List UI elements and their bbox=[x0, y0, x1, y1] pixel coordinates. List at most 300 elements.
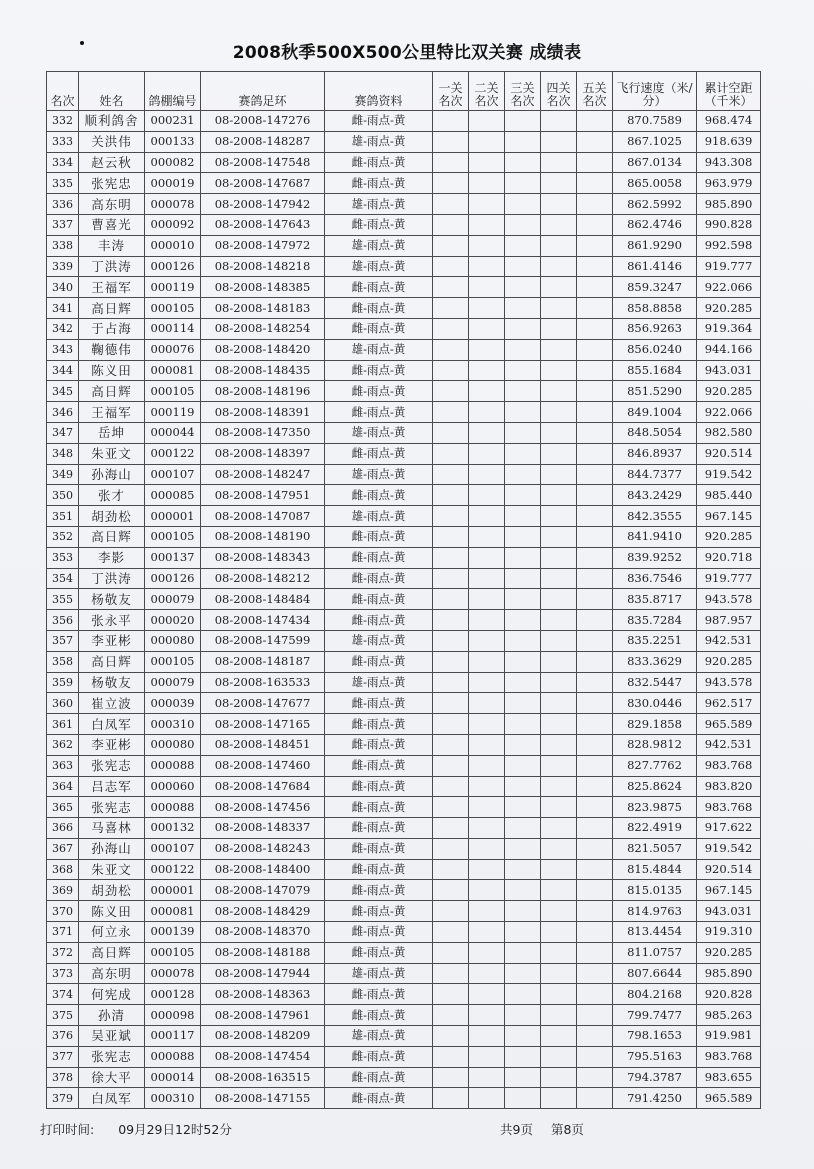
speed-cell: 830.0446 bbox=[613, 693, 697, 714]
speed-cell: 835.7284 bbox=[613, 610, 697, 631]
stage2-cell bbox=[469, 1046, 505, 1067]
stage5-cell bbox=[577, 963, 613, 984]
stage2-cell bbox=[469, 568, 505, 589]
rank-cell: 370 bbox=[47, 901, 79, 922]
distance-cell: 920.285 bbox=[697, 298, 761, 319]
stage5-cell bbox=[577, 630, 613, 651]
page-title: 2008秋季500X500公里特比双关赛 成绩表 bbox=[232, 43, 582, 63]
stage3-cell bbox=[505, 651, 541, 672]
distance-cell: 987.957 bbox=[697, 610, 761, 631]
rank-cell: 333 bbox=[47, 131, 79, 152]
stage1-cell bbox=[433, 152, 469, 173]
ring-cell: 08-2008-147951 bbox=[201, 485, 325, 506]
info-cell: 雌-雨点-黄 bbox=[325, 111, 433, 132]
info-cell: 雄-雨点-黄 bbox=[325, 131, 433, 152]
stage5-cell bbox=[577, 880, 613, 901]
header-stage5: 五关名次 bbox=[577, 72, 613, 111]
stage4-cell bbox=[541, 838, 577, 859]
table-row bbox=[47, 131, 761, 152]
rank-cell: 348 bbox=[47, 443, 79, 464]
stage5-cell bbox=[577, 651, 613, 672]
info-cell: 雄-雨点-黄 bbox=[325, 464, 433, 485]
info-cell: 雌-雨点-黄 bbox=[325, 922, 433, 943]
loft-cell: 000107 bbox=[145, 838, 201, 859]
ring-cell: 08-2008-147942 bbox=[201, 194, 325, 215]
stage3-cell bbox=[505, 443, 541, 464]
loft-cell: 000105 bbox=[145, 942, 201, 963]
stage1-cell bbox=[433, 422, 469, 443]
ring-cell: 08-2008-148218 bbox=[201, 256, 325, 277]
rank-cell: 372 bbox=[47, 942, 79, 963]
info-cell: 雄-雨点-黄 bbox=[325, 963, 433, 984]
stage3-cell bbox=[505, 131, 541, 152]
ring-cell: 08-2008-147643 bbox=[201, 214, 325, 235]
stage2-cell bbox=[469, 630, 505, 651]
header-name: 姓名 bbox=[79, 72, 145, 111]
stage4-cell bbox=[541, 901, 577, 922]
name-cell: 李影 bbox=[79, 547, 145, 568]
info-cell: 雌-雨点-黄 bbox=[325, 589, 433, 610]
distance-cell: 983.768 bbox=[697, 797, 761, 818]
distance-cell: 920.285 bbox=[697, 651, 761, 672]
table-row bbox=[47, 1067, 761, 1088]
distance-cell: 983.655 bbox=[697, 1067, 761, 1088]
stage2-cell bbox=[469, 214, 505, 235]
stage4-cell bbox=[541, 776, 577, 797]
loft-cell: 000132 bbox=[145, 818, 201, 839]
info-cell: 雌-雨点-黄 bbox=[325, 1005, 433, 1026]
speed-cell: 843.2429 bbox=[613, 485, 697, 506]
stage4-cell bbox=[541, 298, 577, 319]
loft-cell: 000310 bbox=[145, 714, 201, 735]
rank-cell: 377 bbox=[47, 1046, 79, 1067]
distance-cell: 918.639 bbox=[697, 131, 761, 152]
stage4-cell bbox=[541, 152, 577, 173]
distance-cell: 919.777 bbox=[697, 256, 761, 277]
table-row bbox=[47, 714, 761, 735]
name-cell: 曹喜光 bbox=[79, 214, 145, 235]
stage5-cell bbox=[577, 714, 613, 735]
distance-cell: 919.981 bbox=[697, 1026, 761, 1047]
distance-cell: 919.777 bbox=[697, 568, 761, 589]
stage3-cell bbox=[505, 859, 541, 880]
loft-cell: 000020 bbox=[145, 610, 201, 631]
loft-cell: 000231 bbox=[145, 111, 201, 132]
stage3-cell bbox=[505, 235, 541, 256]
table-row bbox=[47, 485, 761, 506]
speed-cell: 804.2168 bbox=[613, 984, 697, 1005]
stage2-cell bbox=[469, 610, 505, 631]
rank-cell: 358 bbox=[47, 651, 79, 672]
stage4-cell bbox=[541, 589, 577, 610]
stage4-cell bbox=[541, 526, 577, 547]
name-cell: 张永平 bbox=[79, 610, 145, 631]
distance-cell: 919.542 bbox=[697, 464, 761, 485]
stage2-cell bbox=[469, 402, 505, 423]
stage2-cell bbox=[469, 589, 505, 610]
stage1-cell bbox=[433, 485, 469, 506]
stage1-cell bbox=[433, 526, 469, 547]
stage4-cell bbox=[541, 672, 577, 693]
header-loft: 鸽棚编号 bbox=[145, 72, 201, 111]
speed-cell: 849.1004 bbox=[613, 402, 697, 423]
header-ring: 赛鸽足环 bbox=[201, 72, 325, 111]
distance-cell: 967.145 bbox=[697, 506, 761, 527]
stage3-cell bbox=[505, 776, 541, 797]
ring-cell: 08-2008-148337 bbox=[201, 818, 325, 839]
name-cell: 孙清 bbox=[79, 1005, 145, 1026]
distance-cell: 922.066 bbox=[697, 402, 761, 423]
distance-cell: 942.531 bbox=[697, 734, 761, 755]
speed-cell: 835.2251 bbox=[613, 630, 697, 651]
name-cell: 张宪志 bbox=[79, 1046, 145, 1067]
info-cell: 雌-雨点-黄 bbox=[325, 443, 433, 464]
distance-cell: 919.364 bbox=[697, 318, 761, 339]
ring-cell: 08-2008-147087 bbox=[201, 506, 325, 527]
speed-cell: 858.8858 bbox=[613, 298, 697, 319]
table-row bbox=[47, 256, 761, 277]
stage1-cell bbox=[433, 506, 469, 527]
stage1-cell bbox=[433, 194, 469, 215]
name-cell: 高日辉 bbox=[79, 651, 145, 672]
stage5-cell bbox=[577, 922, 613, 943]
rank-cell: 335 bbox=[47, 173, 79, 194]
stage1-cell bbox=[433, 1026, 469, 1047]
stage3-cell bbox=[505, 1088, 541, 1109]
speed-cell: 828.9812 bbox=[613, 734, 697, 755]
stage2-cell bbox=[469, 547, 505, 568]
stage4-cell bbox=[541, 734, 577, 755]
table-row bbox=[47, 610, 761, 631]
loft-cell: 000114 bbox=[145, 318, 201, 339]
stage3-cell bbox=[505, 693, 541, 714]
stage4-cell bbox=[541, 651, 577, 672]
speed-cell: 865.0058 bbox=[613, 173, 697, 194]
ring-cell: 08-2008-148451 bbox=[201, 734, 325, 755]
table-row bbox=[47, 464, 761, 485]
name-cell: 孙海山 bbox=[79, 464, 145, 485]
ring-cell: 08-2008-148254 bbox=[201, 318, 325, 339]
rank-cell: 359 bbox=[47, 672, 79, 693]
loft-cell: 000107 bbox=[145, 464, 201, 485]
stage3-cell bbox=[505, 422, 541, 443]
ring-cell: 08-2008-147456 bbox=[201, 797, 325, 818]
info-cell: 雌-雨点-黄 bbox=[325, 984, 433, 1005]
ring-cell: 08-2008-147687 bbox=[201, 173, 325, 194]
info-cell: 雌-雨点-黄 bbox=[325, 776, 433, 797]
stage2-cell bbox=[469, 901, 505, 922]
stage4-cell bbox=[541, 922, 577, 943]
table-row bbox=[47, 776, 761, 797]
stage4-cell bbox=[541, 131, 577, 152]
stage1-cell bbox=[433, 277, 469, 298]
name-cell: 白凤军 bbox=[79, 1088, 145, 1109]
stage5-cell bbox=[577, 1026, 613, 1047]
table-row bbox=[47, 214, 761, 235]
info-cell: 雄-雨点-黄 bbox=[325, 672, 433, 693]
stage4-cell bbox=[541, 714, 577, 735]
rank-cell: 342 bbox=[47, 318, 79, 339]
table-row bbox=[47, 173, 761, 194]
stage3-cell bbox=[505, 381, 541, 402]
distance-cell: 985.263 bbox=[697, 1005, 761, 1026]
info-cell: 雌-雨点-黄 bbox=[325, 526, 433, 547]
speed-cell: 825.8624 bbox=[613, 776, 697, 797]
ring-cell: 08-2008-148183 bbox=[201, 298, 325, 319]
table-row bbox=[47, 838, 761, 859]
distance-cell: 943.308 bbox=[697, 152, 761, 173]
stage1-cell bbox=[433, 1067, 469, 1088]
loft-cell: 000078 bbox=[145, 194, 201, 215]
name-cell: 白凤军 bbox=[79, 714, 145, 735]
rank-cell: 365 bbox=[47, 797, 79, 818]
ring-cell: 08-2008-148391 bbox=[201, 402, 325, 423]
stage4-cell bbox=[541, 214, 577, 235]
stage3-cell bbox=[505, 152, 541, 173]
info-cell: 雌-雨点-黄 bbox=[325, 1067, 433, 1088]
stage3-cell bbox=[505, 630, 541, 651]
stage3-cell bbox=[505, 1067, 541, 1088]
stage3-cell bbox=[505, 1026, 541, 1047]
info-cell: 雌-雨点-黄 bbox=[325, 610, 433, 631]
table-row bbox=[47, 589, 761, 610]
distance-cell: 985.890 bbox=[697, 194, 761, 215]
info-cell: 雌-雨点-黄 bbox=[325, 173, 433, 194]
speed-cell: 844.7377 bbox=[613, 464, 697, 485]
stage5-cell bbox=[577, 1088, 613, 1109]
loft-cell: 000039 bbox=[145, 693, 201, 714]
ring-cell: 08-2008-148209 bbox=[201, 1026, 325, 1047]
stage4-cell bbox=[541, 402, 577, 423]
table-row bbox=[47, 360, 761, 381]
ring-cell: 08-2008-147079 bbox=[201, 880, 325, 901]
name-cell: 何立永 bbox=[79, 922, 145, 943]
rank-cell: 345 bbox=[47, 381, 79, 402]
speed-cell: 861.9290 bbox=[613, 235, 697, 256]
speed-cell: 814.9763 bbox=[613, 901, 697, 922]
stage5-cell bbox=[577, 443, 613, 464]
ring-cell: 08-2008-148212 bbox=[201, 568, 325, 589]
info-cell: 雌-雨点-黄 bbox=[325, 568, 433, 589]
stage2-cell bbox=[469, 464, 505, 485]
stage4-cell bbox=[541, 381, 577, 402]
rank-cell: 351 bbox=[47, 506, 79, 527]
name-cell: 张宪志 bbox=[79, 755, 145, 776]
speed-cell: 851.5290 bbox=[613, 381, 697, 402]
info-cell: 雄-雨点-黄 bbox=[325, 1026, 433, 1047]
ring-cell: 08-2008-163533 bbox=[201, 672, 325, 693]
ring-cell: 08-2008-148247 bbox=[201, 464, 325, 485]
loft-cell: 000119 bbox=[145, 402, 201, 423]
info-cell: 雌-雨点-黄 bbox=[325, 1046, 433, 1067]
print-time bbox=[40, 1120, 232, 1138]
distance-cell: 920.285 bbox=[697, 942, 761, 963]
stage3-cell bbox=[505, 214, 541, 235]
stage2-cell bbox=[469, 152, 505, 173]
stage5-cell bbox=[577, 131, 613, 152]
stage1-cell bbox=[433, 464, 469, 485]
name-cell: 马喜林 bbox=[79, 818, 145, 839]
results-table bbox=[46, 71, 761, 1109]
stage1-cell bbox=[433, 610, 469, 631]
loft-cell: 000014 bbox=[145, 1067, 201, 1088]
info-cell: 雌-雨点-黄 bbox=[325, 797, 433, 818]
rank-cell: 360 bbox=[47, 693, 79, 714]
stage4-cell bbox=[541, 610, 577, 631]
stage5-cell bbox=[577, 818, 613, 839]
stage3-cell bbox=[505, 797, 541, 818]
stage2-cell bbox=[469, 922, 505, 943]
stage3-cell bbox=[505, 173, 541, 194]
info-cell: 雌-雨点-黄 bbox=[325, 859, 433, 880]
distance-cell: 920.285 bbox=[697, 526, 761, 547]
stage5-cell bbox=[577, 672, 613, 693]
speed-cell: 798.1653 bbox=[613, 1026, 697, 1047]
speed-cell: 835.8717 bbox=[613, 589, 697, 610]
loft-cell: 000126 bbox=[145, 568, 201, 589]
rank-cell: 362 bbox=[47, 734, 79, 755]
info-cell: 雌-雨点-黄 bbox=[325, 838, 433, 859]
stage3-cell bbox=[505, 963, 541, 984]
table-row bbox=[47, 235, 761, 256]
stage2-cell bbox=[469, 859, 505, 880]
header-stage4: 四关名次 bbox=[541, 72, 577, 111]
name-cell: 崔立波 bbox=[79, 693, 145, 714]
loft-cell: 000081 bbox=[145, 901, 201, 922]
stage1-cell bbox=[433, 131, 469, 152]
rank-cell: 357 bbox=[47, 630, 79, 651]
name-cell: 岳坤 bbox=[79, 422, 145, 443]
stage4-cell bbox=[541, 422, 577, 443]
name-cell: 高日辉 bbox=[79, 298, 145, 319]
speed-cell: 813.4454 bbox=[613, 922, 697, 943]
stage3-cell bbox=[505, 589, 541, 610]
table-row bbox=[47, 859, 761, 880]
loft-cell: 000060 bbox=[145, 776, 201, 797]
stage5-cell bbox=[577, 1005, 613, 1026]
stage3-cell bbox=[505, 194, 541, 215]
distance-cell: 920.514 bbox=[697, 859, 761, 880]
table-header bbox=[47, 72, 761, 111]
table-row bbox=[47, 506, 761, 527]
name-cell: 陈义田 bbox=[79, 901, 145, 922]
ring-cell: 08-2008-148196 bbox=[201, 381, 325, 402]
name-cell: 丰涛 bbox=[79, 235, 145, 256]
stage3-cell bbox=[505, 318, 541, 339]
name-cell: 杨敬友 bbox=[79, 589, 145, 610]
stage3-cell bbox=[505, 402, 541, 423]
distance-cell: 944.166 bbox=[697, 339, 761, 360]
stage1-cell bbox=[433, 318, 469, 339]
stage2-cell bbox=[469, 318, 505, 339]
table-row bbox=[47, 672, 761, 693]
ring-cell: 08-2008-147155 bbox=[201, 1088, 325, 1109]
stage1-cell bbox=[433, 298, 469, 319]
table-row bbox=[47, 797, 761, 818]
stage3-cell bbox=[505, 901, 541, 922]
stage1-cell bbox=[433, 402, 469, 423]
speed-cell: 827.7762 bbox=[613, 755, 697, 776]
distance-cell: 917.622 bbox=[697, 818, 761, 839]
stage2-cell bbox=[469, 672, 505, 693]
header-stage1: 一关名次 bbox=[433, 72, 469, 111]
distance-cell: 920.718 bbox=[697, 547, 761, 568]
rank-cell: 347 bbox=[47, 422, 79, 443]
speed-cell: 862.5992 bbox=[613, 194, 697, 215]
info-cell: 雌-雨点-黄 bbox=[325, 298, 433, 319]
rank-cell: 376 bbox=[47, 1026, 79, 1047]
rank-cell: 375 bbox=[47, 1005, 79, 1026]
stage5-cell bbox=[577, 797, 613, 818]
stage2-cell bbox=[469, 277, 505, 298]
table-row bbox=[47, 1005, 761, 1026]
distance-cell: 982.580 bbox=[697, 422, 761, 443]
rank-cell: 340 bbox=[47, 277, 79, 298]
stage3-cell bbox=[505, 1005, 541, 1026]
name-cell: 鞠德伟 bbox=[79, 339, 145, 360]
stage3-cell bbox=[505, 610, 541, 631]
stage2-cell bbox=[469, 984, 505, 1005]
speed-cell: 870.7589 bbox=[613, 111, 697, 132]
loft-cell: 000088 bbox=[145, 1046, 201, 1067]
ring-cell: 08-2008-148187 bbox=[201, 651, 325, 672]
stage4-cell bbox=[541, 485, 577, 506]
info-cell: 雌-雨点-黄 bbox=[325, 152, 433, 173]
stage5-cell bbox=[577, 256, 613, 277]
ring-cell: 08-2008-148370 bbox=[201, 922, 325, 943]
info-cell: 雌-雨点-黄 bbox=[325, 714, 433, 735]
ring-cell: 08-2008-148385 bbox=[201, 277, 325, 298]
stage5-cell bbox=[577, 235, 613, 256]
stage1-cell bbox=[433, 651, 469, 672]
current-page: 第8页 bbox=[550, 1122, 584, 1137]
stage4-cell bbox=[541, 339, 577, 360]
table-row bbox=[47, 693, 761, 714]
stage5-cell bbox=[577, 214, 613, 235]
speed-cell: 807.6644 bbox=[613, 963, 697, 984]
rank-cell: 344 bbox=[47, 360, 79, 381]
stage4-cell bbox=[541, 360, 577, 381]
stage5-cell bbox=[577, 776, 613, 797]
stage3-cell bbox=[505, 734, 541, 755]
ring-cell: 08-2008-147454 bbox=[201, 1046, 325, 1067]
stage4-cell bbox=[541, 318, 577, 339]
stage1-cell bbox=[433, 942, 469, 963]
loft-cell: 000010 bbox=[145, 235, 201, 256]
stage4-cell bbox=[541, 506, 577, 527]
stage5-cell bbox=[577, 526, 613, 547]
distance-cell: 920.514 bbox=[697, 443, 761, 464]
distance-cell: 965.589 bbox=[697, 1088, 761, 1109]
stage5-cell bbox=[577, 402, 613, 423]
stage2-cell bbox=[469, 776, 505, 797]
speed-cell: 791.4250 bbox=[613, 1088, 697, 1109]
stage1-cell bbox=[433, 589, 469, 610]
stage2-cell bbox=[469, 963, 505, 984]
info-cell: 雄-雨点-黄 bbox=[325, 422, 433, 443]
stage5-cell bbox=[577, 152, 613, 173]
info-cell: 雌-雨点-黄 bbox=[325, 942, 433, 963]
info-cell: 雌-雨点-黄 bbox=[325, 214, 433, 235]
ring-cell: 08-2008-148190 bbox=[201, 526, 325, 547]
stage2-cell bbox=[469, 651, 505, 672]
distance-cell: 943.031 bbox=[697, 360, 761, 381]
ring-cell: 08-2008-148397 bbox=[201, 443, 325, 464]
stage1-cell bbox=[433, 776, 469, 797]
distance-cell: 965.589 bbox=[697, 714, 761, 735]
stage5-cell bbox=[577, 1046, 613, 1067]
table-row bbox=[47, 984, 761, 1005]
